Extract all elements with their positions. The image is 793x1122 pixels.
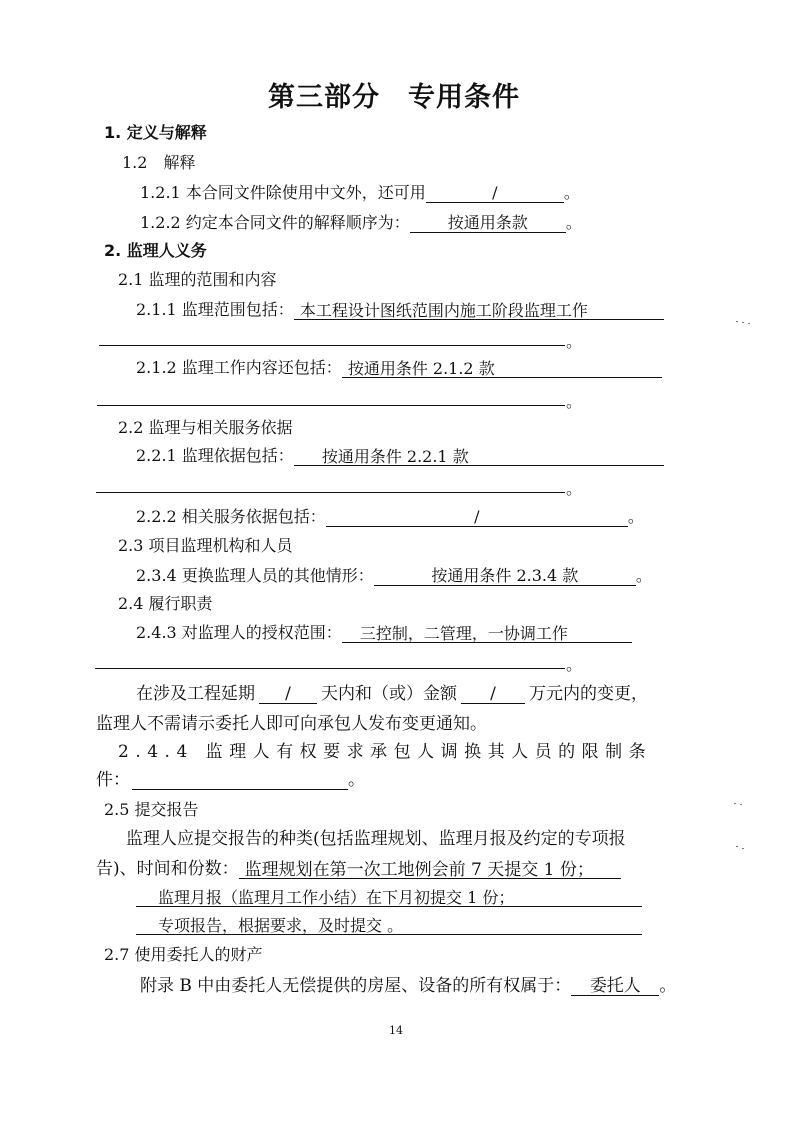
clause-end: 。	[566, 655, 583, 674]
clause-text: 2.1.1 监理范围包括：	[136, 300, 294, 319]
fill-in-field: 专项报告，根据要求，及时提交 。	[136, 916, 642, 935]
continuation-line	[99, 345, 565, 346]
clause-2-4-3	[136, 623, 632, 643]
fill-in-field: 按通用条件 2.3.4 款	[374, 566, 636, 586]
paragraph-text: 告)、时间和份数：	[96, 859, 239, 879]
clause-text: 1.2.2 约定本合同文件的解释顺序为：	[140, 213, 410, 232]
clause-1-2-1	[140, 183, 580, 203]
days-fill-field: /	[259, 684, 317, 704]
page-title: 第三部分 专用条件	[268, 82, 520, 113]
scan-speck	[736, 321, 738, 322]
fill-in-field: 按通用条件 2.1.2 款	[342, 359, 662, 378]
fill-in-field: /	[326, 507, 628, 527]
report-paragraph-line-1: 监理人应提交报告的种类(包括监理规划、监理月报及约定的专项报	[126, 829, 626, 849]
fill-in-field: /	[426, 183, 564, 203]
scan-speck	[742, 322, 744, 323]
clause-text: 2.2.2 相关服务依据包括：	[136, 507, 326, 526]
clause-end: 。	[565, 213, 582, 232]
clause-2-1-1	[136, 300, 664, 320]
clause-2-3-4	[136, 566, 652, 586]
clause-2-1-2	[136, 358, 662, 378]
clause-text: 附录 B 中由委托人无偿提供的房屋、设备的所有权属于：	[140, 976, 572, 996]
amount-fill-field: /	[461, 684, 525, 704]
fill-in-field: 按通用条件 2.2.1 款	[294, 447, 664, 466]
subsection-2-7: 2.7 使用委托人的财产	[104, 945, 263, 964]
continuation-line	[96, 492, 565, 493]
clause-end: 。	[566, 392, 583, 411]
clause-2-7	[140, 976, 676, 996]
fill-in-field: 本工程设计图纸范围内施工阶段监理工作	[294, 301, 664, 320]
scan-speck	[742, 848, 744, 849]
section-2-heading: 2. 监理人义务	[104, 241, 207, 260]
clause-text: 2.2.1 监理依据包括：	[136, 446, 294, 465]
page-number: 14	[389, 1024, 403, 1037]
subsection-1-2: 1.2 解释	[122, 153, 196, 172]
clause-text: 2.1.2 监理工作内容还包括：	[136, 358, 342, 377]
clause-end: 。	[566, 332, 583, 351]
paragraph-text: 在涉及工程延期	[136, 684, 255, 704]
clause-end: 。	[635, 566, 652, 585]
subsection-2-4: 2.4 履行职责	[118, 594, 213, 613]
paragraph-text: 天内和（或）金额	[321, 684, 457, 704]
report-paragraph-line-2	[96, 859, 621, 879]
clause-1-2-2	[140, 213, 582, 233]
continuation-line	[97, 405, 565, 406]
fill-in-field: 监理月报（监理月工作小结）在下月初提交 1 份；	[136, 888, 642, 907]
clause-end: 。	[348, 770, 365, 790]
section-1-heading: 1. 定义与解释	[104, 123, 207, 142]
clause-2-2-1	[136, 446, 664, 466]
clause-end: 。	[627, 507, 644, 526]
report-fill-line-3	[136, 915, 642, 935]
fill-in-field: 监理规划在第一次工地例会前 7 天提交 1 份；	[239, 860, 621, 879]
clause-end: 。	[563, 183, 580, 202]
fill-in-field: 委托人	[571, 976, 659, 996]
paragraph-text: 件：	[96, 770, 130, 790]
clause-end: 。	[566, 479, 583, 498]
fill-in-field: 按通用条款	[410, 213, 566, 233]
fill-in-field	[132, 770, 348, 790]
subsection-2-2: 2.2 监理与相关服务依据	[118, 418, 293, 437]
paragraph-text: 万元内的变更，	[529, 684, 648, 704]
report-fill-line-2	[136, 887, 642, 907]
scan-speck	[748, 323, 750, 324]
subsection-2-5: 2.5 提交报告	[104, 800, 199, 819]
clause-end: 。	[659, 976, 677, 996]
clause-text: 2.4.3 对监理人的授权范围：	[136, 623, 342, 642]
subsection-2-3: 2.3 项目监理机构和人员	[118, 536, 293, 555]
clause-2-4-4: 2.4.4 监理人有权要求承包人调换其人员的限制条	[118, 742, 653, 762]
scan-speck	[740, 804, 742, 805]
clause-2-4-4-line-2	[96, 770, 365, 790]
change-notice-line-2: 监理人不需请示委托人即可向承包人发布变更通知。	[96, 714, 487, 734]
subsection-2-1: 2.1 监理的范围和内容	[118, 270, 277, 289]
clause-text: 2.3.4 更换监理人员的其他情形：	[136, 566, 374, 585]
change-notice-line-1	[136, 684, 648, 704]
scan-speck	[736, 846, 738, 847]
scan-speck	[734, 803, 736, 804]
clause-2-2-2	[136, 507, 644, 527]
continuation-line	[95, 668, 565, 669]
clause-text: 1.2.1 本合同文件除使用中文外，还可用	[140, 183, 426, 202]
fill-in-field: 三控制，二管理，一协调工作	[342, 624, 632, 643]
